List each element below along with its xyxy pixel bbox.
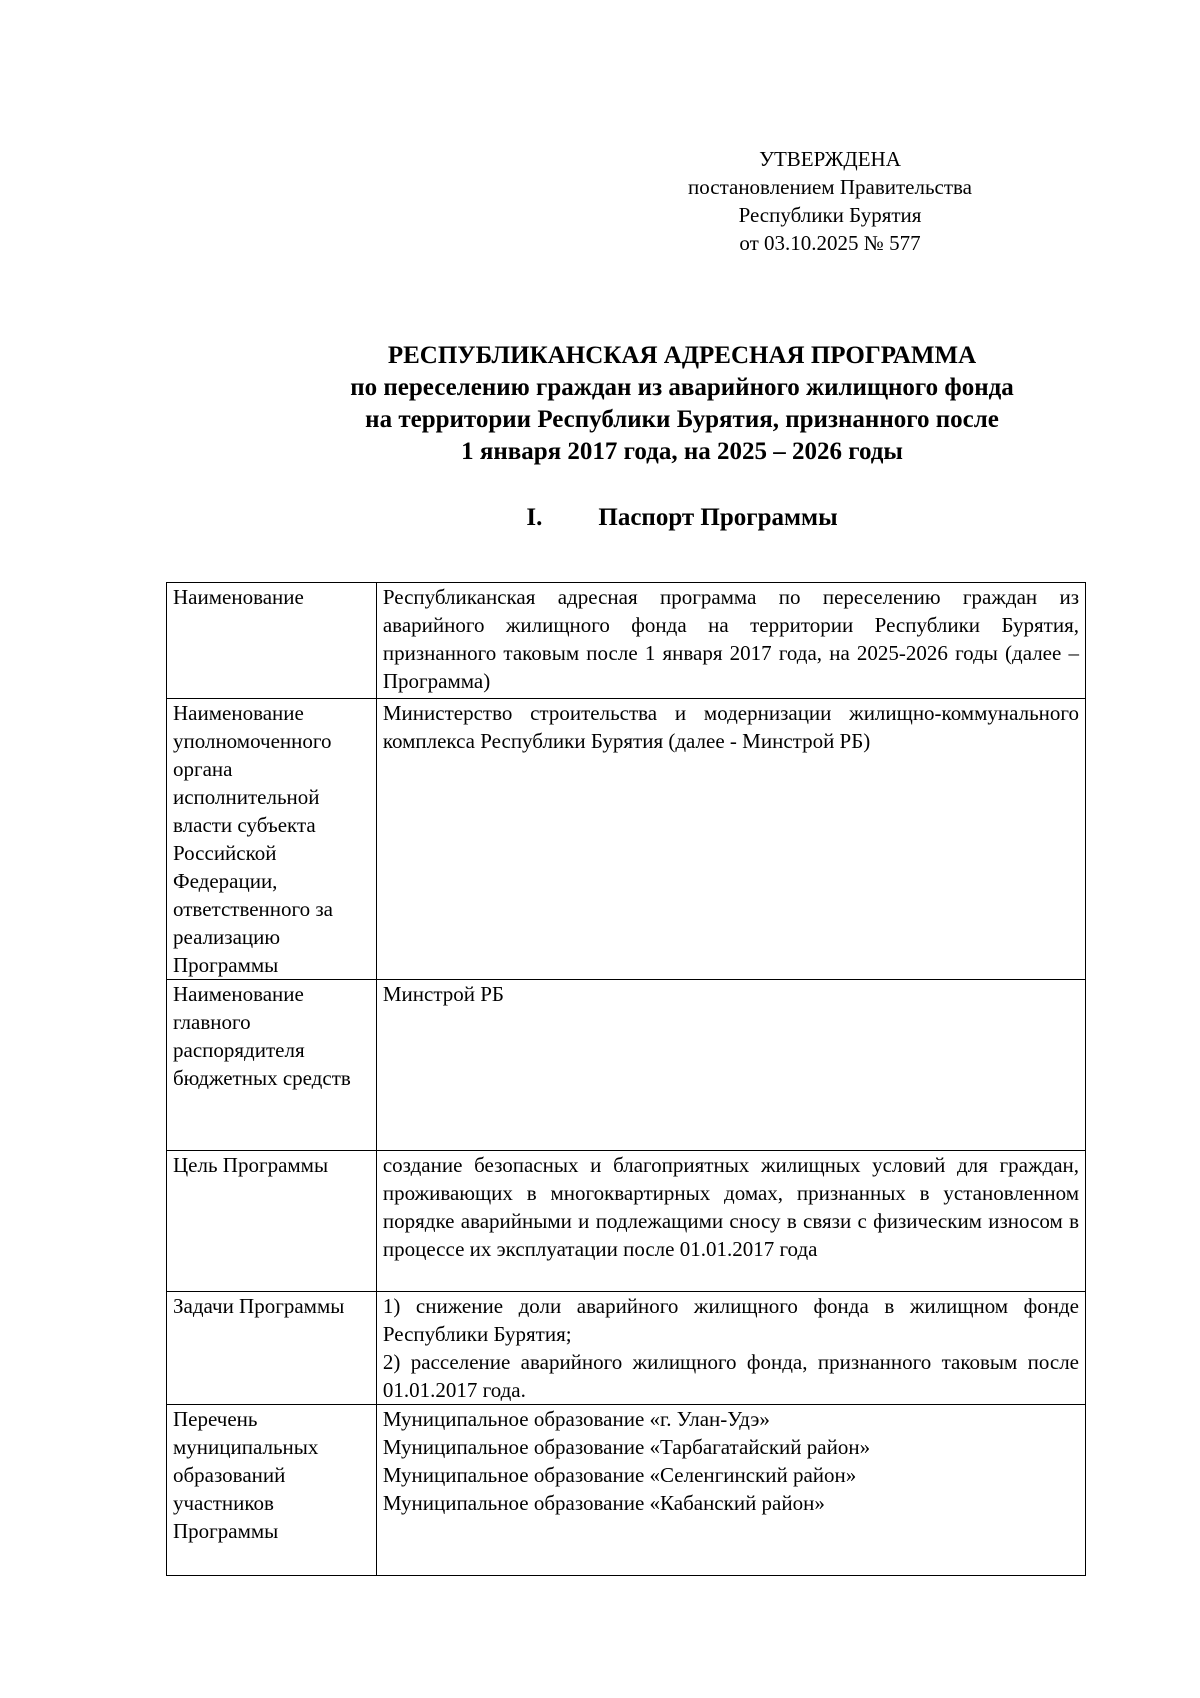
row-value (376, 1405, 1085, 1576)
title-line-3: на территории Республики Бурятия, признанного после (365, 406, 999, 433)
municipality-item: Муниципальное образование «Кабанский район» (382, 1491, 825, 1515)
table-row (167, 1292, 1086, 1405)
row-value: создание безопасных и благоприятных жилищных условий для граждан, проживающих в многоквартирных домах, признанных в установленном порядке аварийными и подлежащими сносу в связи с физическим износом в процессе их эксплуатации после 01.01.2017 года (376, 1151, 1085, 1292)
row-label: Перечень муниципальных образований участников Программы (167, 1405, 377, 1576)
task-item: 1) снижение доли аварийного жилищного фонда в жилищном фонде Республики Бурятия; (382, 1294, 1079, 1346)
passport-table (166, 582, 1086, 1576)
title-line-2: по переселению граждан из аварийного жилищного фонда (350, 374, 1014, 401)
title-line-1: РЕСПУБЛИКАНСКАЯ АДРЕСНАЯ ПРОГРАММА (387, 342, 977, 369)
table-row (167, 583, 1086, 699)
section-heading (262, 502, 1102, 534)
approval-stamp (640, 145, 1020, 257)
table-row (167, 699, 1086, 980)
table-row (167, 980, 1086, 1151)
approval-line-1: УТВЕРЖДЕНА (759, 147, 901, 171)
title-line-4: 1 января 2017 года, на 2025 – 2026 годы (461, 438, 903, 465)
table-row (167, 1151, 1086, 1292)
row-value: Минстрой РБ (376, 980, 1085, 1151)
approval-line-2: постановлением Правительства (687, 175, 972, 199)
row-label: Задачи Программы (167, 1292, 377, 1405)
row-value: Республиканская адресная программа по переселению граждан из аварийного жилищного фонда на территории Республики Бурятия, признанного таковым после 1 января 2017 года, на 2025-2026 годы (далее – Программа) (376, 583, 1085, 699)
row-label: Наименование уполномоченного органа исполнительной власти субъекта Российской Федерации, ответственного за реализацию Программы (167, 699, 377, 980)
table-row (167, 1405, 1086, 1576)
municipality-item: Муниципальное образование «Тарбагатайский район» (382, 1435, 871, 1459)
municipality-item: Муниципальное образование «Селенгинский район» (382, 1463, 857, 1487)
municipality-item: Муниципальное образование «г. Улан-Удэ» (382, 1407, 770, 1431)
section-number: I. (526, 504, 543, 531)
row-value (376, 1292, 1085, 1405)
row-label: Наименование (167, 583, 377, 699)
approval-line-4: от 03.10.2025 № 577 (739, 231, 921, 255)
row-value: Министерство строительства и модернизации жилищно-коммунального комплекса Республики Бурятия (далее - Минстрой РБ) (376, 699, 1085, 980)
document-title (262, 340, 1102, 468)
row-label: Наименование главного распорядителя бюджетных средств (167, 980, 377, 1151)
row-label: Цель Программы (167, 1151, 377, 1292)
task-item: 2) расселение аварийного жилищного фонда, признанного таковым после 01.01.2017 года. (382, 1350, 1079, 1402)
section-title: Паспорт Программы (598, 504, 838, 531)
approval-line-3: Республики Бурятия (738, 203, 922, 227)
